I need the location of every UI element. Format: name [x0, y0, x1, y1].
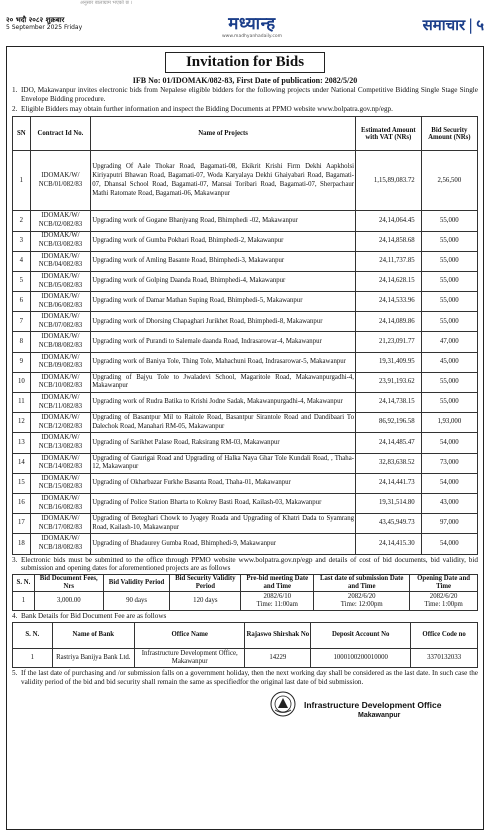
- notice-title: Invitation for Bids: [165, 52, 325, 73]
- paragraph-5: [12, 669, 478, 687]
- cell-contract-id: IDOMAK/W/ NCB/09/082/83: [30, 352, 90, 372]
- cell-contract-id: IDOMAK/W/ NCB/04/082/83: [30, 251, 90, 271]
- bank-details-table: [12, 622, 478, 668]
- cell-estimated-amount: 23,91,193.62: [356, 372, 422, 392]
- cell-project-name: Upgrading of Gaurigai Road and Upgrading of Halka Naya Ghar Tole Kundali Road, , Thaha-12, Makawanpur: [91, 453, 356, 473]
- prebid-time: Time: 11:00am: [256, 600, 298, 608]
- th-deposit-account: Deposit Account No: [311, 622, 411, 648]
- cell-contract-id: IDOMAK/W/ NCB/10/082/83: [30, 372, 90, 392]
- cell-estimated-amount: 19,31,409.95: [356, 352, 422, 372]
- projects-table-body: [13, 151, 478, 554]
- cell-sn: 15: [13, 473, 31, 493]
- cell-contract-id: IDOMAK/W/ NCB/07/082/83: [30, 312, 90, 332]
- paragraph-number: 1.: [12, 86, 18, 94]
- cell-sn: 2: [13, 211, 31, 231]
- cell-estimated-amount: 24,14,415.30: [356, 534, 422, 554]
- cell-estimated-amount: 24,14,738.15: [356, 393, 422, 413]
- project-row: [13, 352, 478, 372]
- project-row: [13, 413, 478, 433]
- cell-bid-security: 55,000: [421, 312, 477, 332]
- cell-project-name: Upgrading work of Gumba Pokhari Road, Bhimphedi-2, Makawanpur: [91, 231, 356, 251]
- cell-prebid: [241, 591, 314, 610]
- cell-estimated-amount: 24,14,858.68: [356, 231, 422, 251]
- office-location: Makawanpur: [358, 711, 401, 719]
- cell-contract-id: IDOMAK/W/ NCB/13/082/83: [30, 433, 90, 453]
- project-row: [13, 372, 478, 392]
- th-project-name: Name of Projects: [91, 117, 356, 151]
- project-row: [13, 251, 478, 271]
- cell-contract-id: IDOMAK/W/ NCB/16/082/83: [30, 493, 90, 513]
- cell-sn: 6: [13, 292, 31, 312]
- notice-footer: [12, 687, 478, 731]
- cell-contract-id: IDOMAK/W/ NCB/01/082/83: [30, 151, 90, 211]
- project-row: [13, 473, 478, 493]
- cell-project-name: Upgrading of Basantpur Mil to Raitole Road, Basantpur Sirantole Road and Dandibaari To Dalechok Road, Manahari RM-05, Makawanpur: [91, 413, 356, 433]
- cell-bid-security: 1,93,000: [421, 413, 477, 433]
- project-row: [13, 312, 478, 332]
- project-row: [13, 453, 478, 473]
- cell-estimated-amount: 24,14,064.45: [356, 211, 422, 231]
- cell-sn: 14: [13, 453, 31, 473]
- cell-sn: 4: [13, 251, 31, 271]
- cell-bid-security: 54,000: [421, 433, 477, 453]
- cell-contract-id: IDOMAK/W/ NCB/06/082/83: [30, 292, 90, 312]
- paragraph-3: [12, 556, 478, 574]
- cell-account: 1000100200010000: [311, 648, 411, 667]
- cell-contract-id: IDOMAK/W/ NCB/05/082/83: [30, 271, 90, 291]
- cell-contract-id: IDOMAK/W/ NCB/03/082/83: [30, 231, 90, 251]
- cell-estimated-amount: 24,14,628.15: [356, 271, 422, 291]
- th-office-code: Office Code no: [411, 622, 478, 648]
- section-name: समाचार: [422, 16, 466, 34]
- cell-project-name: Upgrading of Bajyu Tole to Jwaladevi School, Magaritole Road, Makawanpurgadhi-4, Makawanpur: [91, 372, 356, 392]
- th-sn: S. N.: [13, 575, 35, 592]
- project-row: [13, 211, 478, 231]
- cell-sn: 3: [13, 231, 31, 251]
- cell-sn: 13: [13, 433, 31, 453]
- cell-bid-security: 55,000: [421, 292, 477, 312]
- cell-project-name: Upgrading work of Damar Mathan Suping Road, Bhimphedi-5, Makawanpur: [91, 292, 356, 312]
- cell-project-name: Upgrading work of Baniya Tole, Thing Tole, Mahachuni Road, Indrasarowar-5, Makawanpur: [91, 352, 356, 372]
- bid-notice: [6, 46, 484, 830]
- cell-estimated-amount: 24,11,737.85: [356, 251, 422, 271]
- cell-estimated-amount: 86,92,196.58: [356, 413, 422, 433]
- th-sn: SN: [13, 117, 31, 151]
- paragraph-text: If the last date of purchasing and /or submission falls on a government holiday, then the next working day shall be considered as the last date. In such case the validity period of the bid and bid security shall remain the same as specifiedfor the original last date of bid submission.: [21, 669, 478, 686]
- cell-project-name: Upgrading work of Dhorsing Chapaghari Jurikhet Road, Bhimphedi-8, Makawanpur: [91, 312, 356, 332]
- paragraph-text: IDO, Makawanpur invites electronic bids from Nepalese eligible bidders for the following projects under National Competitive Bidding Single Stage Single Envelope Bidding procedure.: [21, 86, 478, 103]
- cell-bid-security: 55,000: [421, 251, 477, 271]
- projects-table: [12, 116, 478, 554]
- government-emblem-icon: [270, 691, 296, 717]
- cell-bid-security: 2,56,500: [421, 151, 477, 211]
- cell-sn: 7: [13, 312, 31, 332]
- date-nepali: २० भदौ २०८२ शुक्रबार: [6, 16, 65, 24]
- th-bid-validity: Bid Validity Period: [103, 575, 170, 592]
- paragraph-4: [12, 612, 478, 621]
- cell-bid-security: 54,000: [421, 473, 477, 493]
- cell-sn: 1: [13, 591, 35, 610]
- section-label: [423, 15, 484, 35]
- cell-sn: 1: [13, 648, 53, 667]
- cell-contract-id: IDOMAK/W/ NCB/18/082/83: [30, 534, 90, 554]
- paragraph-text: Bank Details for Bid Document Fee are as follows: [21, 612, 167, 621]
- cell-rajaswo: 14229: [245, 648, 311, 667]
- th-prebid-meeting: Pre-bid meeting Date and Time: [241, 575, 314, 592]
- newspaper-header: [0, 0, 490, 44]
- ifb-line: IFB No: 01/IDOMAK/082-83, First Date of publication: 2082/5/20: [132, 76, 358, 85]
- cell-contract-id: IDOMAK/W/ NCB/14/082/83: [30, 453, 90, 473]
- cell-fees: 3,000.00: [34, 591, 103, 610]
- cell-bid-security: 73,000: [421, 453, 477, 473]
- th-sn: S. N.: [13, 622, 53, 648]
- cell-bid-security: 54,000: [421, 534, 477, 554]
- schedule-row: [13, 591, 478, 610]
- submission-date: 2082/6/20: [347, 592, 376, 600]
- project-row: [13, 271, 478, 291]
- th-estimated-amount: Estimated Amount with VAT (NRs): [356, 117, 422, 151]
- cell-project-name: Upgrading Of Aale Thokar Road, Bagamati-08, Ekikrit Krishi Firm Dekhi Aapkholsi Kiriyaputri Bhawan Road, Bagamati-07, Woda Karyalaya Dekhi Ghaiyabari Road, Bagamati-07, Dhansal School Road, Bagamati-07, Mansai Toribari Road, Bagamati-07, Sherpachaur Mathi Ratomate Road, Bagamati-06, Makawanpur: [91, 151, 356, 211]
- cell-validity: 90 days: [103, 591, 170, 610]
- cell-bid-security: 97,000: [421, 514, 477, 534]
- cell-project-name: Upgrading of Okharbazar Furkhe Basanta Road, Thaha-01, Makawanpur: [91, 473, 356, 493]
- cell-project-name: Upgrading of Bhadaurey Gumba Road, Bhimphedi-9, Makawanpur: [91, 534, 356, 554]
- paragraph-2: [12, 105, 478, 114]
- project-row: [13, 292, 478, 312]
- cell-estimated-amount: 24,14,485.47: [356, 433, 422, 453]
- cell-estimated-amount: 32,83,638.52: [356, 453, 422, 473]
- cell-estimated-amount: 24,14,533.96: [356, 292, 422, 312]
- cell-sn: 5: [13, 271, 31, 291]
- th-bid-fees: Bid Document Fees, Nrs: [34, 575, 103, 592]
- project-row: [13, 151, 478, 211]
- page-number: ५: [476, 16, 484, 34]
- paragraph-text: Eligible Bidders may obtain further information and inspect the Bidding Documents at PPMO website www.bolpatra.gov.np/egp.: [21, 104, 393, 113]
- cell-bid-security: 55,000: [421, 211, 477, 231]
- th-office-name: Office Name: [134, 622, 245, 648]
- th-bank-name: Name of Bank: [52, 622, 134, 648]
- cell-bid-security: 55,000: [421, 372, 477, 392]
- cell-code: 3370132033: [411, 648, 478, 667]
- cell-contract-id: IDOMAK/W/ NCB/08/082/83: [30, 332, 90, 352]
- paragraph-number: 4.: [12, 612, 18, 621]
- cell-contract-id: IDOMAK/W/ NCB/02/082/83: [30, 211, 90, 231]
- cell-security-validity: 120 days: [170, 591, 241, 610]
- opening-date: 2082/6/20: [429, 592, 458, 600]
- masthead: मध्यान्ह: [228, 14, 276, 34]
- cell-estimated-amount: 43,45,949.73: [356, 514, 422, 534]
- th-opening: Opening Date and Time: [410, 575, 478, 592]
- cell-sn: 9: [13, 352, 31, 372]
- cell-sn: 10: [13, 372, 31, 392]
- cell-bank: Rastriya Banijya Bank Ltd.: [52, 648, 134, 667]
- cell-sn: 18: [13, 534, 31, 554]
- cell-project-name: Upgrading work of Gogane Bhanjyang Road, Bhimphedi -02, Makawanpur: [91, 211, 356, 231]
- cell-estimated-amount: 21,23,091.77: [356, 332, 422, 352]
- cell-sn: 17: [13, 514, 31, 534]
- cell-estimated-amount: 1,15,89,083.72: [356, 151, 422, 211]
- cell-project-name: Upgrading work of Amling Basante Road, Bhimphedi-3, Makawanpur: [91, 251, 356, 271]
- cell-contract-id: IDOMAK/W/ NCB/11/082/83: [30, 393, 90, 413]
- cell-project-name: Upgrading of Police Station Bharta to Kokrey Basti Road, Kailash-03, Makawanpur: [91, 493, 356, 513]
- project-row: [13, 514, 478, 534]
- cell-sn: 11: [13, 393, 31, 413]
- cell-estimated-amount: 24,14,089.86: [356, 312, 422, 332]
- cell-project-name: Upgrading work of Rudra Batika to Krishi Jodne Sadak, Makawanpurgadhi-4, Makawanpur: [91, 393, 356, 413]
- th-contract-id: Contract Id No.: [30, 117, 90, 151]
- cell-bid-security: 47,000: [421, 332, 477, 352]
- cell-sn: 8: [13, 332, 31, 352]
- cell-contract-id: IDOMAK/W/ NCB/17/082/83: [30, 514, 90, 534]
- cell-bid-security: 55,000: [421, 231, 477, 251]
- date-english: 5 September 2025 Friday: [6, 24, 83, 32]
- project-row: [13, 493, 478, 513]
- cell-bid-security: 45,000: [421, 352, 477, 372]
- project-row: [13, 332, 478, 352]
- cell-contract-id: IDOMAK/W/ NCB/12/082/83: [30, 413, 90, 433]
- bank-row: [13, 648, 478, 667]
- cell-estimated-amount: 24,14,441.73: [356, 473, 422, 493]
- cell-bid-security: 55,000: [421, 271, 477, 291]
- cell-contract-id: IDOMAK/W/ NCB/15/082/83: [30, 473, 90, 493]
- bid-schedule-table: [12, 574, 478, 611]
- office-name: Infrastructure Development Office: [304, 699, 442, 710]
- th-last-submission: Last date of submission Date and Time: [314, 575, 410, 592]
- th-rajaswo: Rajaswo Shirshak No: [245, 622, 311, 648]
- cell-project-name: Upgrading of Beteghari Chowk to Jyagey Roada and Upgrading of Khatri Dada to Syamrang Road, Kailash-10, Makawanpur: [91, 514, 356, 534]
- project-row: [13, 534, 478, 554]
- paragraph-text: Electronic bids must be submitted to the office through PPMO website www.bolpatra.gov.np/egp and details of cost of bid documents, bid validity, bid submission and opening dates for aforementioned projects are as follows: [21, 555, 478, 573]
- cell-project-name: Upgrading of Sarikhet Palase Road, Raksirang RM-03, Makawanpur: [91, 433, 356, 453]
- masthead-url: www.madhyanhadaily.com: [222, 34, 282, 39]
- paragraph-1: [12, 86, 478, 104]
- prebid-date: 2082/6/10: [263, 592, 292, 600]
- th-security-validity: Bid Security Validity Period: [170, 575, 241, 592]
- cell-office: Infrastructure Development Office, Makawanpur: [134, 648, 245, 667]
- faint-top-text: अनुसार बालाग्राम भएको छ ।: [80, 0, 133, 6]
- paragraph-number: 5.: [12, 669, 18, 678]
- project-row: [13, 393, 478, 413]
- paragraph-number: 2.: [12, 104, 18, 113]
- cell-bid-security: 55,000: [421, 393, 477, 413]
- opening-time: Time: 1:00pm: [424, 600, 463, 608]
- cell-sn: 1: [13, 151, 31, 211]
- cell-opening: [410, 591, 478, 610]
- cell-project-name: Upgrading work of Golping Daanda Road, Bhimphedi-4, Makawanpur: [91, 271, 356, 291]
- project-row: [13, 433, 478, 453]
- submission-time: Time: 12:00pm: [340, 600, 383, 608]
- cell-project-name: Upgrading work of Purandi to Salemale daanda Road, Indrasarowar-4, Makawanpur: [91, 332, 356, 352]
- publication-date: [6, 16, 82, 32]
- cell-sn: 16: [13, 493, 31, 513]
- th-bid-security: Bid Security Amount (NRs): [421, 117, 477, 151]
- cell-submission: [314, 591, 410, 610]
- divider: |: [468, 16, 474, 34]
- newspaper-logo: [222, 11, 282, 39]
- project-row: [13, 231, 478, 251]
- cell-sn: 12: [13, 413, 31, 433]
- cell-bid-security: 43,000: [421, 493, 477, 513]
- cell-estimated-amount: 19,31,514.80: [356, 493, 422, 513]
- paragraph-number: 3.: [12, 555, 18, 564]
